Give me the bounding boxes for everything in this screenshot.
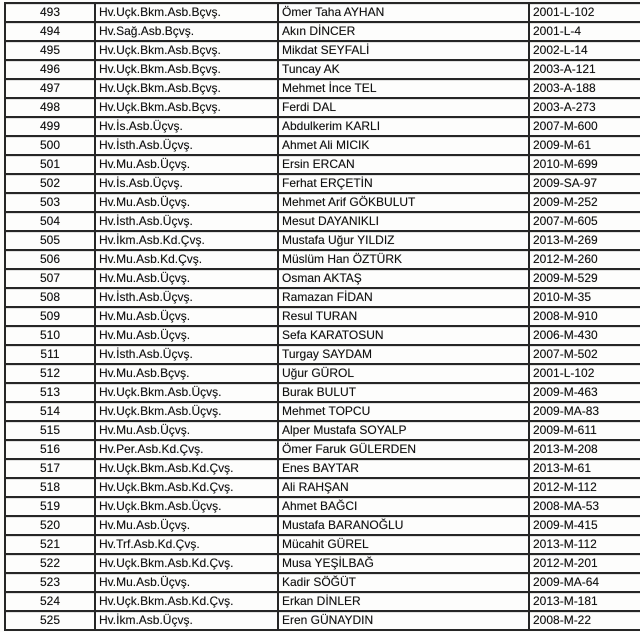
row-number-cell: 508 <box>5 288 95 307</box>
row-number-cell: 504 <box>5 212 95 231</box>
table-row <box>5 79 640 98</box>
table-row <box>5 383 640 402</box>
code-cell: 2009-M-252 <box>529 193 640 212</box>
rank-cell: Hv.Uçk.Bkm.Asb.Bçvş. <box>95 98 278 117</box>
table-row <box>5 60 640 79</box>
row-number-cell: 516 <box>5 440 95 459</box>
name-cell: Mehmet TOPCU <box>278 402 529 421</box>
name-cell: Abdulkerim KARLI <box>278 117 529 136</box>
code-cell: 2012-M-201 <box>529 554 640 573</box>
table-row <box>5 41 640 60</box>
rank-cell: Hv.Uçk.Bkm.Asb.Üçvş. <box>95 497 278 516</box>
rank-cell: Hv.Mu.Asb.Üçvş. <box>95 326 278 345</box>
rank-cell: Hv.İsth.Asb.Üçvş. <box>95 345 278 364</box>
row-number-cell: 514 <box>5 402 95 421</box>
name-cell: Akın DİNCER <box>278 22 529 41</box>
name-cell: Mehmet İnce TEL <box>278 79 529 98</box>
code-cell: 2009-M-529 <box>529 269 640 288</box>
rank-cell: Hv.Sağ.Asb.Bçvş. <box>95 22 278 41</box>
rank-cell: Hv.Uçk.Bkm.Asb.Kd.Çvş. <box>95 592 278 611</box>
code-cell: 2009-SA-97 <box>529 174 640 193</box>
personnel-roster-table <box>4 2 640 631</box>
code-cell: 2007-M-600 <box>529 117 640 136</box>
row-number-cell: 493 <box>5 3 95 22</box>
row-number-cell: 494 <box>5 22 95 41</box>
name-cell: Ferdi DAL <box>278 98 529 117</box>
table-row <box>5 592 640 611</box>
rank-cell: Hv.Mu.Asb.Üçvş. <box>95 155 278 174</box>
row-number-cell: 521 <box>5 535 95 554</box>
table-row <box>5 573 640 592</box>
code-cell: 2013-M-181 <box>529 592 640 611</box>
row-number-cell: 519 <box>5 497 95 516</box>
code-cell: 2012-M-260 <box>529 250 640 269</box>
table-row <box>5 326 640 345</box>
name-cell: Musa YEŞİLBAĞ <box>278 554 529 573</box>
row-number-cell: 502 <box>5 174 95 193</box>
rank-cell: Hv.Uçk.Bkm.Asb.Kd.Çvş. <box>95 478 278 497</box>
row-number-cell: 518 <box>5 478 95 497</box>
rank-cell: Hv.Uçk.Bkm.Asb.Üçvş. <box>95 402 278 421</box>
row-number-cell: 498 <box>5 98 95 117</box>
rank-cell: Hv.İsth.Asb.Üçvş. <box>95 136 278 155</box>
rank-cell: Hv.Uçk.Bkm.Asb.Bçvş. <box>95 41 278 60</box>
table-row <box>5 288 640 307</box>
name-cell: Müslüm Han ÖZTÜRK <box>278 250 529 269</box>
code-cell: 2009-M-611 <box>529 421 640 440</box>
code-cell: 2006-M-430 <box>529 326 640 345</box>
row-number-cell: 505 <box>5 231 95 250</box>
code-cell: 2001-L-102 <box>529 3 640 22</box>
name-cell: Ömer Faruk GÜLERDEN <box>278 440 529 459</box>
row-number-cell: 511 <box>5 345 95 364</box>
table-row <box>5 554 640 573</box>
table-row <box>5 516 640 535</box>
rank-cell: Hv.Uçk.Bkm.Asb.Üçvş. <box>95 383 278 402</box>
table-row <box>5 440 640 459</box>
table-row <box>5 231 640 250</box>
code-cell: 2010-M-699 <box>529 155 640 174</box>
row-number-cell: 509 <box>5 307 95 326</box>
rank-cell: Hv.Uçk.Bkm.Asb.Kd.Çvş. <box>95 554 278 573</box>
name-cell: Ramazan FİDAN <box>278 288 529 307</box>
name-cell: Burak BULUT <box>278 383 529 402</box>
code-cell: 2010-M-35 <box>529 288 640 307</box>
name-cell: Ahmet Ali MICIK <box>278 136 529 155</box>
table-row <box>5 402 640 421</box>
name-cell: Tuncay AK <box>278 60 529 79</box>
rank-cell: Hv.Mu.Asb.Üçvş. <box>95 573 278 592</box>
name-cell: Mücahit GÜREL <box>278 535 529 554</box>
table-row <box>5 497 640 516</box>
table-row <box>5 155 640 174</box>
table-row <box>5 3 640 22</box>
name-cell: Sefa KARATOSUN <box>278 326 529 345</box>
rank-cell: Hv.İsth.Asb.Üçvş. <box>95 288 278 307</box>
table-row <box>5 611 640 630</box>
code-cell: 2009-MA-64 <box>529 573 640 592</box>
table-row <box>5 535 640 554</box>
code-cell: 2009-MA-83 <box>529 402 640 421</box>
row-number-cell: 524 <box>5 592 95 611</box>
name-cell: Eren GÜNAYDIN <box>278 611 529 630</box>
table-row <box>5 421 640 440</box>
code-cell: 2013-M-208 <box>529 440 640 459</box>
code-cell: 2008-M-910 <box>529 307 640 326</box>
row-number-cell: 525 <box>5 611 95 630</box>
rank-cell: Hv.Mu.Asb.Kd.Çvş. <box>95 250 278 269</box>
name-cell: Ömer Taha AYHAN <box>278 3 529 22</box>
name-cell: Ersin ERCAN <box>278 155 529 174</box>
name-cell: Mikdat SEYFALİ <box>278 41 529 60</box>
code-cell: 2013-M-269 <box>529 231 640 250</box>
rank-cell: Hv.Uçk.Bkm.Asb.Bçvş. <box>95 3 278 22</box>
rank-cell: Hv.Uçk.Bkm.Asb.Bçvş. <box>95 79 278 98</box>
code-cell: 2012-M-112 <box>529 478 640 497</box>
code-cell: 2003-A-273 <box>529 98 640 117</box>
rank-cell: Hv.Uçk.Bkm.Asb.Kd.Çvş. <box>95 459 278 478</box>
table-row <box>5 136 640 155</box>
rank-cell: Hv.Uçk.Bkm.Asb.Bçvş. <box>95 60 278 79</box>
table-row <box>5 22 640 41</box>
name-cell: Osman AKTAŞ <box>278 269 529 288</box>
code-cell: 2009-M-463 <box>529 383 640 402</box>
table-row <box>5 117 640 136</box>
code-cell: 2008-M-22 <box>529 611 640 630</box>
table-row <box>5 193 640 212</box>
rank-cell: Hv.İsth.Asb.Üçvş. <box>95 212 278 231</box>
rank-cell: Hv.İs.Asb.Üçvş. <box>95 174 278 193</box>
rank-cell: Hv.Mu.Asb.Üçvş. <box>95 269 278 288</box>
row-number-cell: 496 <box>5 60 95 79</box>
table-row <box>5 98 640 117</box>
code-cell: 2007-M-502 <box>529 345 640 364</box>
name-cell: Enes BAYTAR <box>278 459 529 478</box>
name-cell: Uğur GÜROL <box>278 364 529 383</box>
row-number-cell: 506 <box>5 250 95 269</box>
rank-cell: Hv.İkm.Asb.Üçvş. <box>95 611 278 630</box>
name-cell: Ali RAHŞAN <box>278 478 529 497</box>
row-number-cell: 513 <box>5 383 95 402</box>
table-row <box>5 307 640 326</box>
name-cell: Kadir SÖĞÜT <box>278 573 529 592</box>
table-row <box>5 212 640 231</box>
name-cell: Mustafa BARANOĞLU <box>278 516 529 535</box>
name-cell: Mesut DAYANIKLI <box>278 212 529 231</box>
name-cell: Erkan DİNLER <box>278 592 529 611</box>
rank-cell: Hv.Trf.Asb.Kd.Çvş. <box>95 535 278 554</box>
code-cell: 2002-L-14 <box>529 41 640 60</box>
name-cell: Ferhat ERÇETİN <box>278 174 529 193</box>
name-cell: Resul TURAN <box>278 307 529 326</box>
table-row <box>5 459 640 478</box>
row-number-cell: 517 <box>5 459 95 478</box>
code-cell: 2009-M-415 <box>529 516 640 535</box>
rank-cell: Hv.İs.Asb.Üçvş. <box>95 117 278 136</box>
row-number-cell: 515 <box>5 421 95 440</box>
table-row <box>5 345 640 364</box>
table-row <box>5 269 640 288</box>
name-cell: Mustafa Uğur YILDIZ <box>278 231 529 250</box>
code-cell: 2003-A-188 <box>529 79 640 98</box>
row-number-cell: 507 <box>5 269 95 288</box>
name-cell: Alper Mustafa SOYALP <box>278 421 529 440</box>
rank-cell: Hv.Mu.Asb.Bçvş. <box>95 364 278 383</box>
rank-cell: Hv.Mu.Asb.Üçvş. <box>95 421 278 440</box>
name-cell: Turgay SAYDAM <box>278 345 529 364</box>
rank-cell: Hv.Mu.Asb.Üçvş. <box>95 516 278 535</box>
row-number-cell: 501 <box>5 155 95 174</box>
table-row <box>5 174 640 193</box>
code-cell: 2008-MA-53 <box>529 497 640 516</box>
code-cell: 2007-M-605 <box>529 212 640 231</box>
table-row <box>5 478 640 497</box>
code-cell: 2013-M-61 <box>529 459 640 478</box>
code-cell: 2003-A-121 <box>529 60 640 79</box>
rank-cell: Hv.Per.Asb.Kd.Çvş. <box>95 440 278 459</box>
rank-cell: Hv.İkm.Asb.Kd.Çvş. <box>95 231 278 250</box>
row-number-cell: 510 <box>5 326 95 345</box>
rank-cell: Hv.Mu.Asb.Üçvş. <box>95 193 278 212</box>
row-number-cell: 520 <box>5 516 95 535</box>
table-row <box>5 364 640 383</box>
name-cell: Ahmet BAĞCI <box>278 497 529 516</box>
row-number-cell: 512 <box>5 364 95 383</box>
row-number-cell: 503 <box>5 193 95 212</box>
name-cell: Mehmet Arif GÖKBULUT <box>278 193 529 212</box>
row-number-cell: 500 <box>5 136 95 155</box>
table-row <box>5 250 640 269</box>
row-number-cell: 522 <box>5 554 95 573</box>
code-cell: 2001-L-102 <box>529 364 640 383</box>
code-cell: 2013-M-112 <box>529 535 640 554</box>
row-number-cell: 523 <box>5 573 95 592</box>
rank-cell: Hv.Mu.Asb.Üçvş. <box>95 307 278 326</box>
roster-body <box>5 3 640 630</box>
row-number-cell: 499 <box>5 117 95 136</box>
row-number-cell: 497 <box>5 79 95 98</box>
code-cell: 2009-M-61 <box>529 136 640 155</box>
row-number-cell: 495 <box>5 41 95 60</box>
code-cell: 2001-L-4 <box>529 22 640 41</box>
